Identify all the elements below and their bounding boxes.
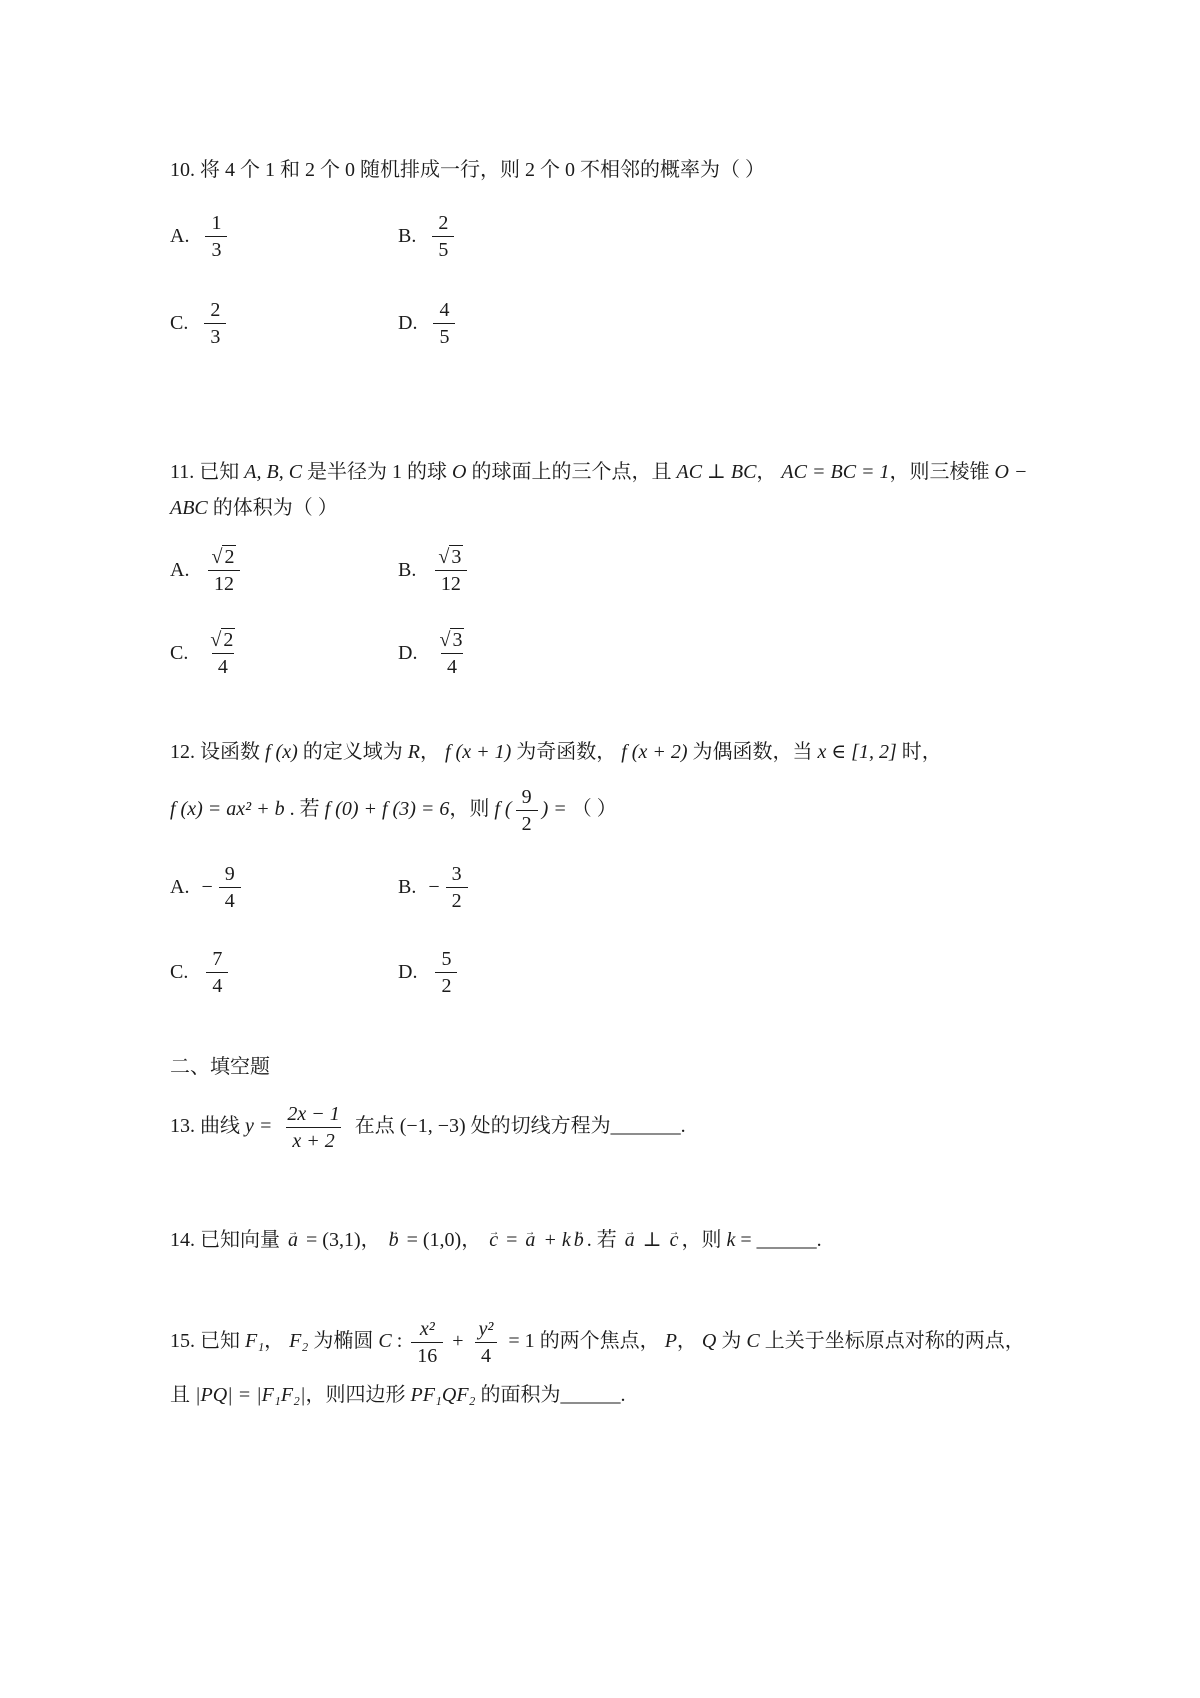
stem-text: . 若	[284, 798, 325, 821]
sqrt-sign: √	[438, 546, 450, 568]
fraction-denominator: 5	[433, 323, 455, 350]
question-12-line1	[170, 734, 1060, 770]
vector-a: a →	[287, 1222, 299, 1258]
fraction-numerator	[433, 627, 470, 653]
math-expression: PF₁QF₂	[410, 1384, 476, 1406]
vector-b: b →	[388, 1222, 400, 1258]
math-expression: A, B, C	[244, 461, 303, 483]
stem-text: ，	[264, 1330, 290, 1353]
option-label: D.	[398, 642, 418, 664]
math-expression: f (x)	[265, 741, 298, 763]
section-2-header: 二、填空题	[170, 1056, 270, 1078]
option-label: A.	[170, 876, 190, 898]
option-12-b	[398, 861, 626, 914]
question-15	[170, 1316, 1070, 1413]
vector-a: a →	[524, 1222, 536, 1258]
stem-text: 的球面上的三个点，且	[466, 461, 677, 483]
math-expression: :	[391, 1330, 408, 1353]
option-label: D.	[398, 312, 418, 334]
question-15-line2	[170, 1377, 1060, 1413]
stem-text: 的两个焦点，	[534, 1330, 665, 1353]
fraction-numerator: 7	[212, 948, 223, 970]
radicand: 3	[452, 629, 463, 651]
question-12-options-ab	[170, 861, 1070, 914]
stem-text: 上关于坐标原点对称的两点，	[759, 1330, 1025, 1353]
question-14-stem	[170, 1222, 1060, 1258]
question-10-options-cd	[170, 297, 1070, 350]
vector-b: b →	[573, 1222, 585, 1258]
stem-text: ，则	[681, 1229, 727, 1251]
stem-text: ，则三棱锥	[889, 461, 995, 483]
math-expression: = (3,1)，	[301, 1229, 386, 1251]
math-expression: =	[501, 1229, 523, 1251]
stem-text: 为椭圆	[308, 1330, 379, 1353]
fraction-numerator: y²	[478, 1318, 494, 1340]
fraction-denominator: 16	[411, 1342, 443, 1369]
fraction-numerator	[204, 627, 241, 653]
math-expression: F₂	[289, 1330, 309, 1353]
math-expression: Q	[701, 1330, 717, 1353]
question-11	[170, 454, 1070, 680]
question-10-stem: 10. 将 4 个 1 和 2 个 0 随机排成一行，则 2 个 0 不相邻的概率为（ ）	[170, 159, 765, 181]
math-expression: C	[746, 1330, 760, 1353]
fraction	[204, 627, 241, 680]
math-expression: ⊥	[637, 1229, 667, 1251]
question-14	[170, 1222, 1070, 1258]
question-12-options-cd	[170, 946, 1070, 999]
fraction-numerator: 5	[441, 948, 452, 970]
math-expression: ) =	[541, 798, 567, 821]
option-label: B.	[398, 225, 417, 247]
question-10	[170, 152, 1070, 350]
math-expression: f (x + 1)	[444, 741, 512, 763]
math-expression: y =	[245, 1115, 278, 1138]
stem-text: ，则	[449, 798, 495, 821]
option-label: B.	[398, 876, 417, 898]
stem-text: 12. 设函数	[170, 741, 265, 763]
stem-text: 在点	[349, 1115, 400, 1138]
math-expression: (−1, −3)	[399, 1115, 466, 1138]
stem-text: . 若	[586, 1229, 622, 1251]
option-11-a	[170, 544, 398, 597]
question-15-line1	[170, 1316, 1060, 1369]
fraction	[411, 1316, 443, 1369]
question-11-options-cd	[170, 627, 1070, 680]
fraction	[206, 946, 228, 999]
option-10-d	[398, 297, 626, 350]
option-label: C.	[170, 642, 189, 664]
question-13	[170, 1101, 1070, 1154]
fraction	[432, 544, 469, 597]
stem-text: 14. 已知向量	[170, 1229, 285, 1251]
fraction	[433, 297, 455, 350]
fraction	[433, 627, 470, 680]
fraction-denominator: 12	[208, 570, 240, 597]
radicand: 2	[224, 546, 235, 568]
math-expression: x ∈ [1, 2]	[817, 741, 897, 763]
math-expression: f (x + 2)	[621, 741, 688, 763]
fraction-numerator	[205, 544, 242, 570]
fraction-numerator: 2	[438, 212, 449, 234]
stem-text: 的体积为（ ）	[207, 497, 338, 519]
fraction	[473, 1316, 500, 1369]
stem-text: 且	[170, 1384, 195, 1406]
stem-text: 为	[716, 1330, 747, 1353]
stem-text: 为偶函数，当	[687, 741, 818, 763]
fraction	[446, 861, 468, 914]
question-13-stem	[170, 1101, 1060, 1154]
option-11-d	[398, 627, 626, 680]
fraction	[281, 1101, 345, 1154]
option-12-c	[170, 946, 398, 999]
stem-text: ，	[756, 461, 782, 483]
stem-text-with-blank: = ______.	[735, 1229, 822, 1251]
stem-text: 的定义域为	[297, 741, 408, 763]
radicand: 2	[223, 629, 234, 651]
fraction-numerator: 2	[210, 299, 221, 321]
stem-text: ，	[419, 741, 445, 763]
fraction-denominator: 3	[204, 323, 226, 350]
stem-text: 为奇函数，	[511, 741, 622, 763]
fraction-denominator: 5	[432, 236, 454, 263]
vector-c: c →	[488, 1222, 499, 1258]
fraction-numerator: 3	[451, 863, 462, 885]
option-10-a	[170, 210, 398, 263]
option-10-b	[398, 210, 626, 263]
math-variable-k: k	[726, 1229, 736, 1251]
sqrt-sign: √	[211, 546, 223, 568]
fraction	[219, 861, 241, 914]
math-expression: +	[447, 1330, 469, 1353]
math-expression: = (1,0)，	[401, 1229, 487, 1251]
radicand: 3	[451, 546, 462, 568]
stem-text: 是半径为 1 的球	[302, 461, 453, 483]
fraction-denominator: 4	[206, 972, 228, 999]
fraction-numerator: 9	[521, 786, 532, 808]
math-expression: f (0) + f (3) = 6	[324, 798, 450, 821]
option-label: A.	[170, 559, 190, 581]
math-expression: f (x) = ax² + b	[170, 798, 285, 821]
fraction-numerator: 1	[211, 212, 222, 234]
fraction-denominator: 3	[205, 236, 227, 263]
math-expression: + k	[538, 1229, 571, 1251]
option-label: A.	[170, 225, 190, 247]
fraction	[205, 210, 227, 263]
fraction	[435, 946, 457, 999]
sqrt-sign: √	[439, 629, 451, 651]
fraction-denominator: 2	[435, 972, 457, 999]
math-expression: |PQ| = |F₁F₂|	[195, 1384, 306, 1406]
math-expression: O	[452, 461, 467, 483]
option-11-b	[398, 544, 626, 597]
option-10-c	[170, 297, 398, 350]
fraction-numerator: 2x − 1	[287, 1103, 340, 1125]
math-expression: AC = BC = 1	[781, 461, 890, 483]
fraction	[516, 784, 538, 837]
option-12-d	[398, 946, 626, 999]
stem-text: 时，	[896, 741, 942, 763]
math-expression: R	[407, 741, 420, 763]
stem-text: 11. 已知	[170, 461, 245, 483]
fraction-denominator: 2	[516, 810, 538, 837]
minus-sign: −	[201, 876, 213, 898]
math-expression: = 1	[503, 1330, 535, 1353]
option-label: B.	[398, 559, 417, 581]
option-label: C.	[170, 961, 189, 983]
option-label: C.	[170, 312, 189, 334]
option-12-a	[170, 861, 398, 914]
stem-text: ，	[676, 1330, 702, 1353]
fraction	[432, 210, 454, 263]
math-expression: P	[664, 1330, 677, 1353]
fraction	[205, 544, 242, 597]
question-12	[170, 734, 1070, 999]
fraction	[204, 297, 226, 350]
question-11-options-ab	[170, 544, 1070, 597]
math-expression: f (	[494, 798, 512, 821]
stem-text: 13. 曲线	[170, 1115, 245, 1138]
minus-sign: −	[428, 876, 440, 898]
math-expression: AC ⊥ BC	[676, 461, 757, 483]
fraction-denominator: 4	[475, 1342, 497, 1369]
fraction-denominator: 4	[212, 653, 234, 680]
fraction-denominator: x + 2	[286, 1127, 340, 1154]
fraction-denominator: 4	[219, 887, 241, 914]
question-12-line2	[170, 784, 1060, 837]
fraction-numerator: 4	[439, 299, 450, 321]
fraction-denominator: 12	[435, 570, 467, 597]
stem-text-with-blank: 的面积为______.	[475, 1384, 626, 1406]
option-label: D.	[398, 961, 418, 983]
math-expression: O − ABC	[170, 461, 1028, 519]
vector-a: a →	[624, 1222, 636, 1258]
option-11-c	[170, 627, 398, 680]
fraction-numerator: 9	[224, 863, 235, 885]
sqrt-sign: √	[210, 629, 222, 651]
fraction-numerator	[432, 544, 469, 570]
question-11-stem	[170, 454, 1060, 526]
question-10-options-ab	[170, 210, 1070, 263]
math-expression: C	[378, 1330, 392, 1353]
math-expression: F₁	[245, 1330, 265, 1353]
vector-c: c →	[669, 1222, 680, 1258]
fraction-denominator: 2	[446, 887, 468, 914]
stem-text: 15. 已知	[170, 1330, 245, 1353]
stem-text-with-blank: 处的切线方程为_______.	[465, 1115, 686, 1138]
fraction-denominator: 4	[441, 653, 463, 680]
stem-text: （ ）	[566, 798, 617, 821]
stem-text: ，则四边形	[305, 1384, 411, 1406]
fraction-numerator: x²	[419, 1318, 435, 1340]
